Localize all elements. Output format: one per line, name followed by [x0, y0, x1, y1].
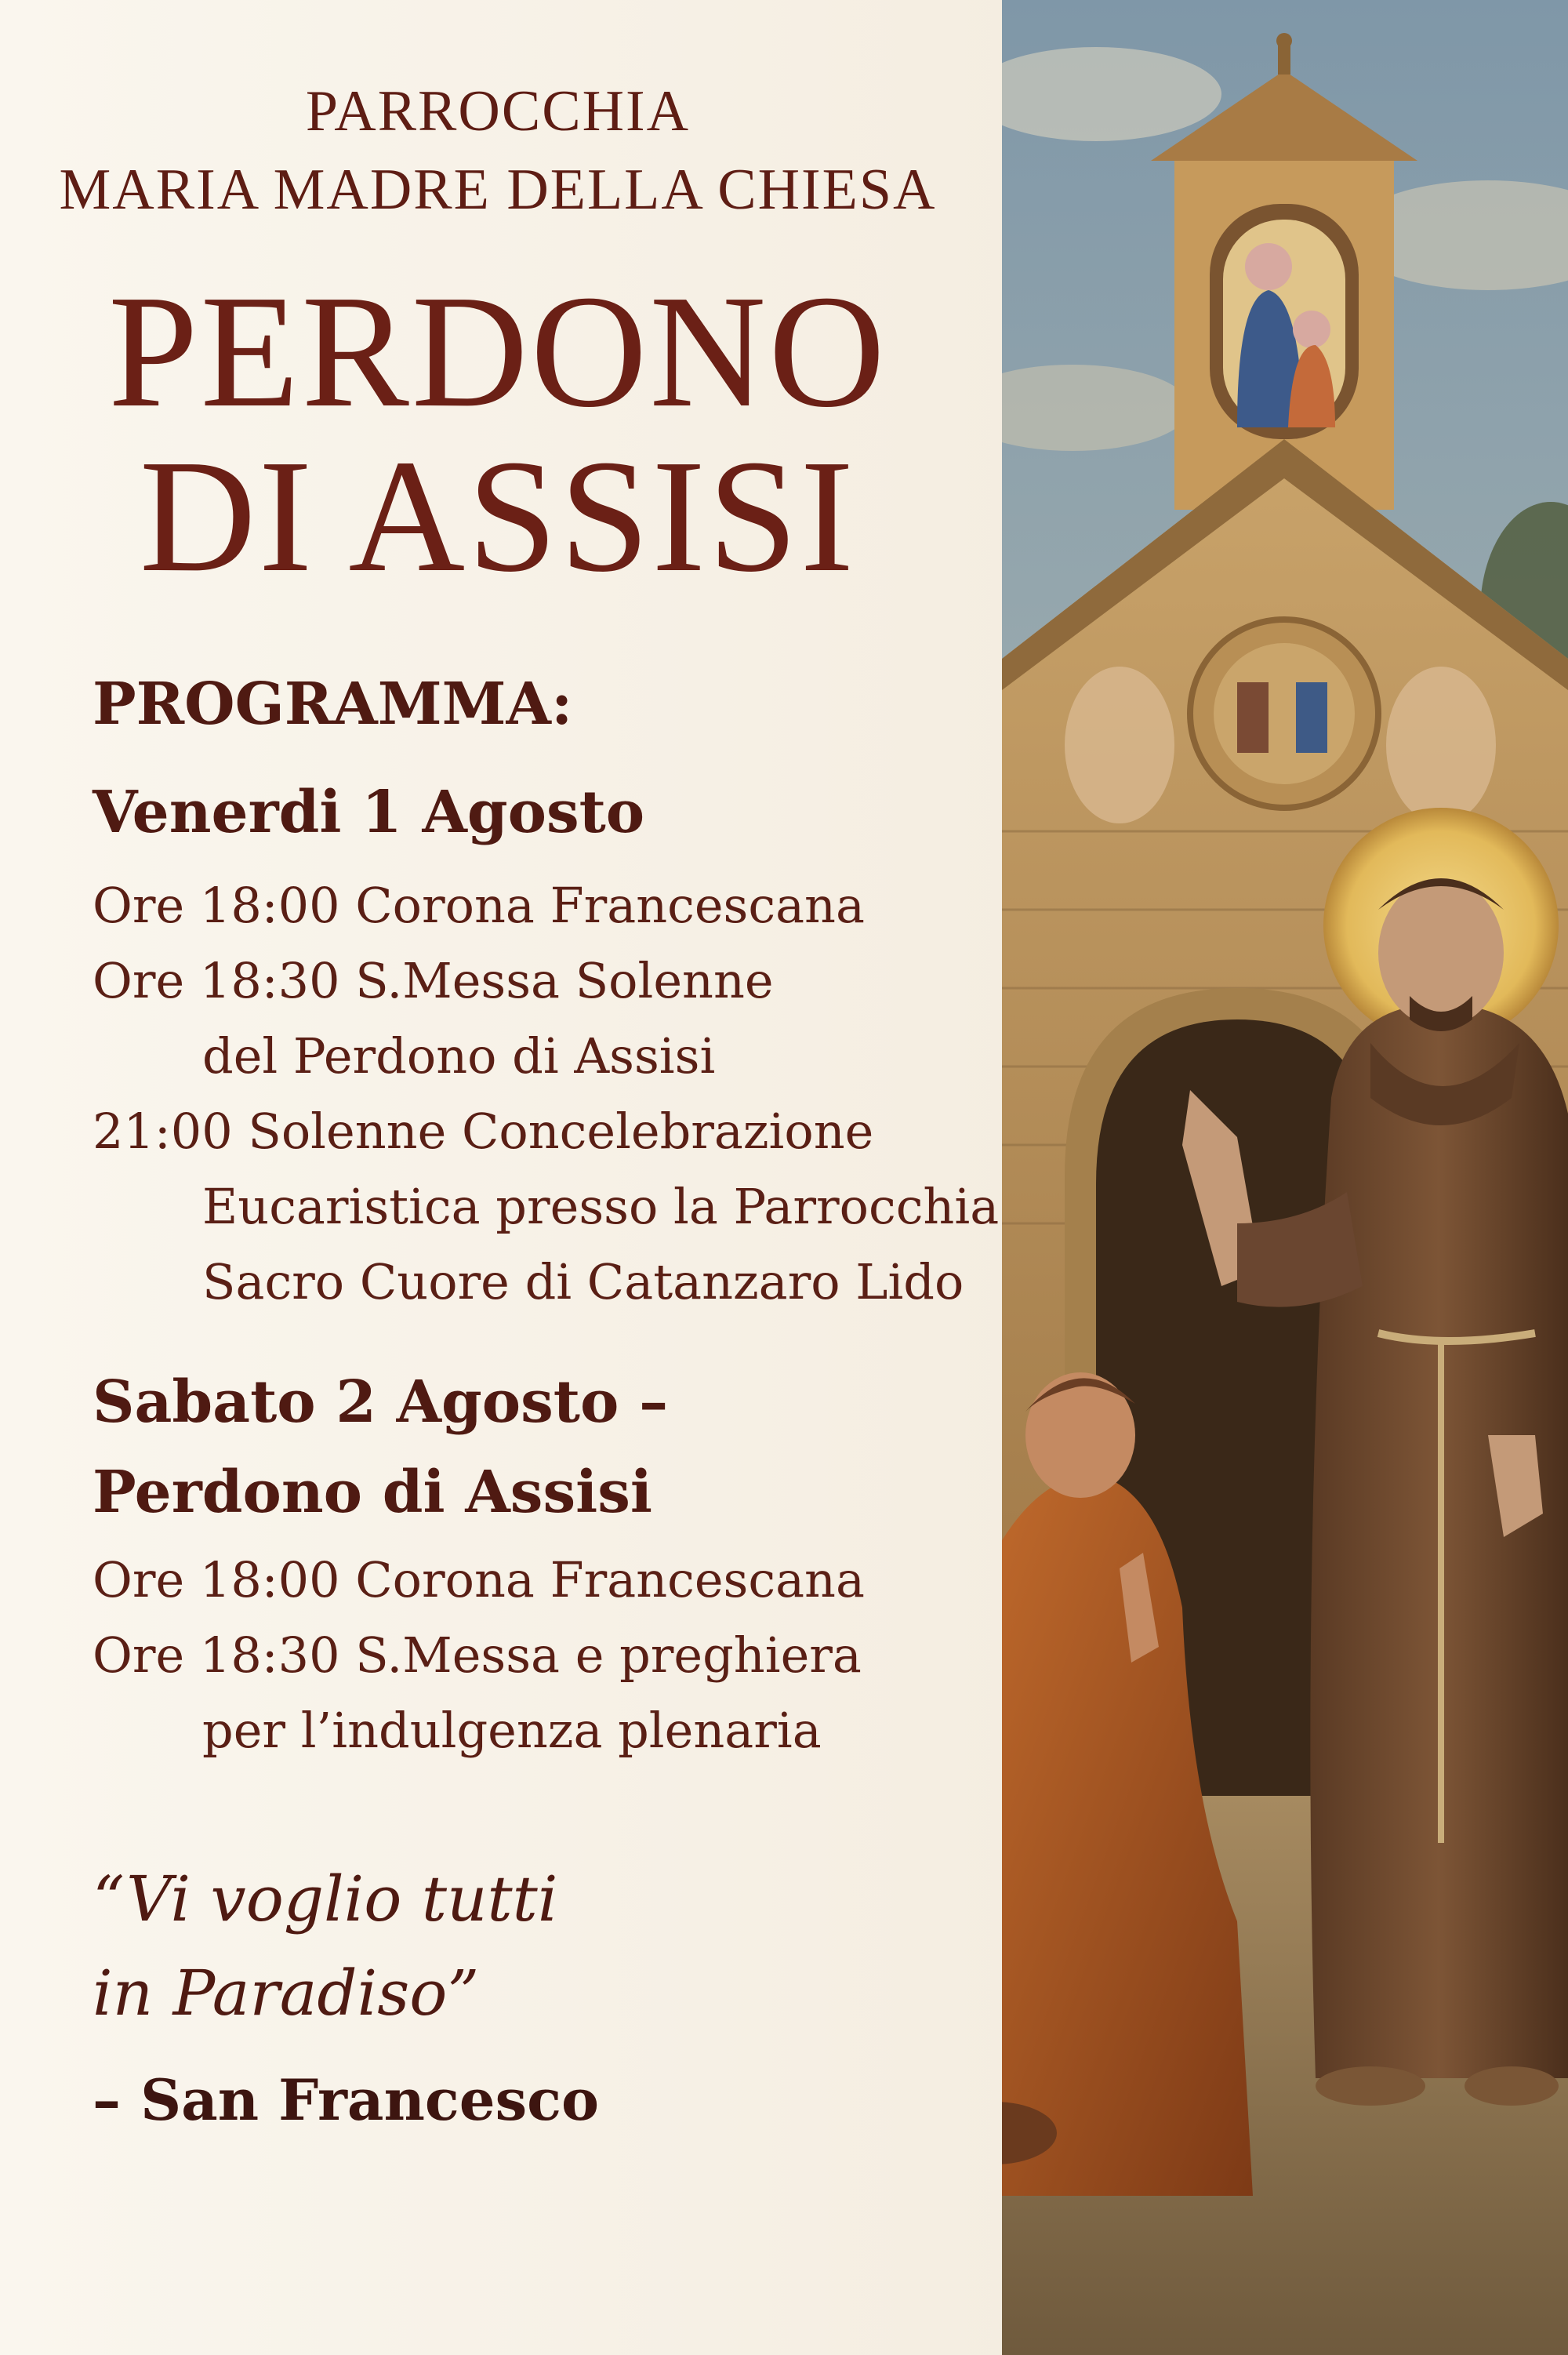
- parish-name: MARIA MADRE DELLA CHIESA: [59, 158, 937, 222]
- schedule-item: del Perdono di Assisi: [202, 1027, 716, 1085]
- schedule-item: per l’indulgenza plenaria: [202, 1702, 822, 1759]
- programma-heading: PROGRAMMA:: [93, 671, 573, 738]
- schedule-item: Eucaristica presso la Parrocchia: [202, 1178, 1000, 1235]
- day-heading: Perdono di Assisi: [93, 1459, 652, 1526]
- schedule-item: 21:00 Solenne Concelebrazione: [93, 1103, 874, 1160]
- page-title: PERDONO: [108, 261, 887, 441]
- schedule-item: Ore 18:30 S.Messa Solenne: [93, 952, 774, 1009]
- day-heading: Venerdi 1 Agosto: [93, 779, 645, 846]
- quote-author: – San Francesco: [93, 2066, 599, 2133]
- quote-line: in Paradiso”: [93, 1957, 480, 2030]
- schedule-item: Ore 18:30 S.Messa e preghiera: [93, 1626, 862, 1684]
- quote-line: “Vi voglio tutti: [93, 1863, 558, 1935]
- page-title-line2: DI ASSISI: [139, 426, 857, 605]
- day-heading: Sabato 2 Agosto –: [93, 1368, 669, 1436]
- parish-label: PARROCCHIA: [305, 79, 691, 144]
- schedule-item: Sacro Cuore di Catanzaro Lido: [202, 1253, 964, 1310]
- schedule-item: Ore 18:00 Corona Francescana: [93, 877, 865, 934]
- schedule-item: Ore 18:00 Corona Francescana: [93, 1551, 865, 1608]
